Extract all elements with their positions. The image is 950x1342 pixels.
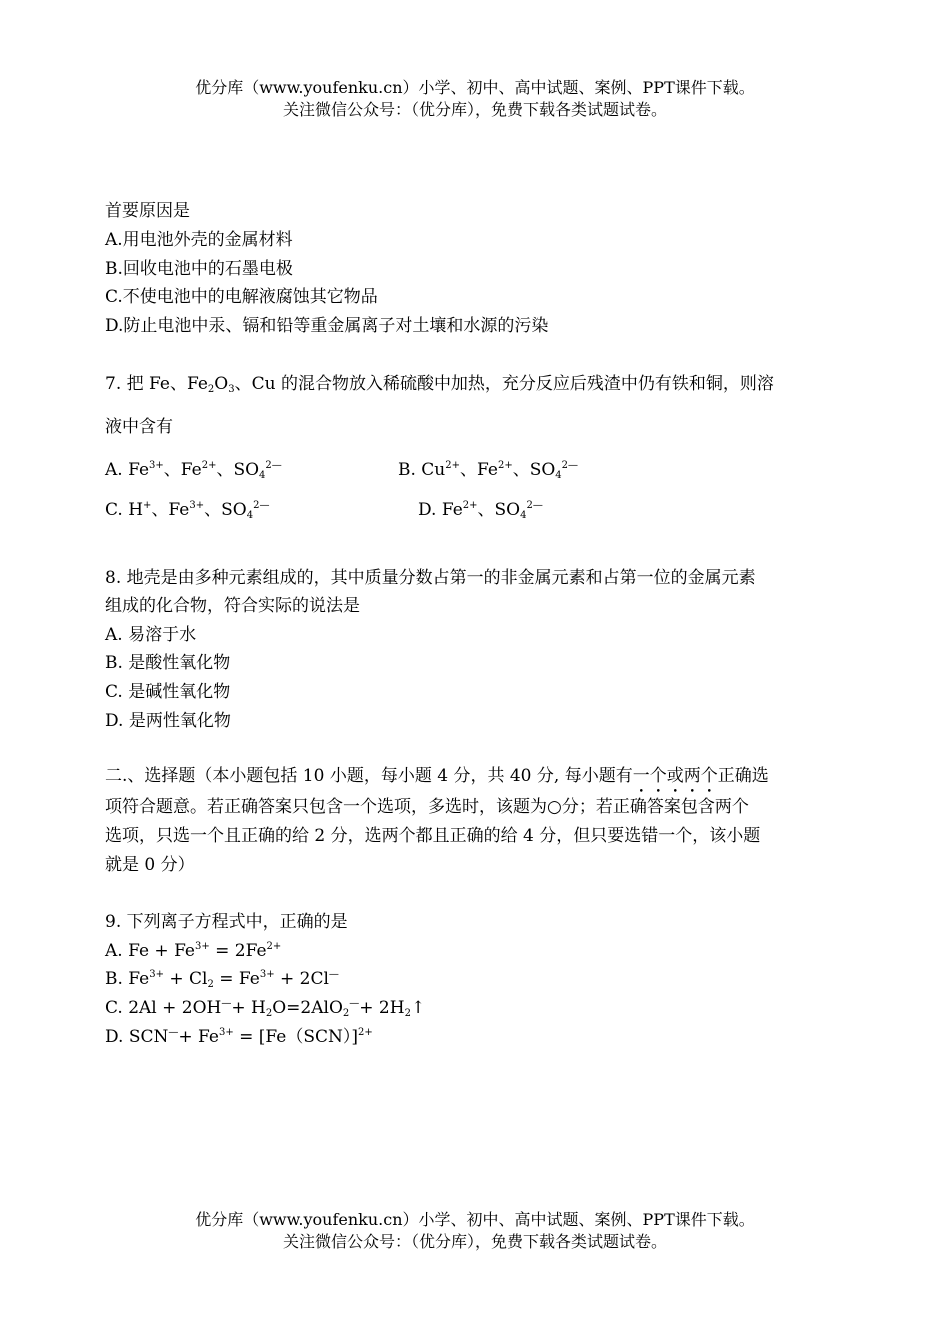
q6-option-d: D.防止电池中汞、镉和铅等重金属离子对土壤和水源的污染: [105, 316, 549, 336]
page-footer: [0, 1209, 950, 1253]
section2-line-2: 项符合题意。若正确答案只包含一个选项，多选时，该题为○分；若正确答案包含两个: [105, 797, 749, 817]
q6-option-a: A.用电池外壳的金属材料: [105, 230, 293, 250]
q7-option-d: D. $Fe^{2+}$、$SO_4^{2—}$: [418, 500, 543, 521]
q8-option-a: A. 易溶于水: [105, 625, 197, 645]
section2-line-3: 选项，只选一个且正确的给 2 分，选两个都且正确的给 4 分，但只要选错一个，该小题: [105, 826, 761, 846]
q7-option-a: A. $Fe^{3+}$、$Fe^{2+}$、$SO_4^{2—}$: [105, 460, 282, 481]
q6-stem-tail: 首要原因是: [105, 201, 190, 221]
section2-line-4: 就是 0 分）: [105, 855, 195, 875]
page-header: [0, 77, 950, 121]
q9-option-b: B. $Fe^{3+} + Cl_2 = Fe^{3+} + 2Cl^—$: [105, 969, 339, 990]
q8-option-c: C. 是碱性氧化物: [105, 682, 231, 702]
q8-option-d: D. 是两性氧化物: [105, 711, 231, 731]
q9-stem: 9. 下列离子方程式中，正确的是: [105, 912, 348, 932]
section2-line-1: 二.、选择题（本小题包括 10 小题，每小题 4 分，共 40 分, 每小题有一个或两个正确选: [105, 766, 769, 786]
q8-option-b: B. 是酸性氧化物: [105, 653, 231, 673]
q6-option-b: B.回收电池中的石墨电极: [105, 259, 293, 279]
q9-option-a: A. $Fe + Fe^{3+} = 2Fe^{2+}$: [105, 941, 282, 961]
q7-option-b: B. $Cu^{2+}$、$Fe^{2+}$、$SO_4^{2—}$: [398, 460, 579, 481]
q9-option-d: D. $SCN^—+ Fe^{3+} = [Fe(SCN)]^{2+}$: [105, 1027, 373, 1047]
q7-stem-line-2: 液中含有: [105, 417, 173, 437]
q9-option-c: C. $2Al + 2OH^—+ H_2O=2AlO_2^—+$ $2H_2↑$: [105, 998, 426, 1019]
q8-stem-line-1: 8. 地壳是由多种元素组成的，其中质量分数占第一的非金属元素和占第一位的金属元素: [105, 568, 756, 588]
q6-option-c: C.不使电池中的电解液腐蚀其它物品: [105, 287, 378, 307]
q7-option-c: C. H+、$Fe^{3+}$、$SO_4^{2—}$: [105, 500, 270, 521]
q8-stem-line-2: 组成的化合物，符合实际的说法是: [105, 596, 360, 616]
footer-line-1: 优分库（www.youfenku.cn）小学、初中、高中试题、案例、PPT课件下载。: [195, 1210, 755, 1229]
q7-stem-line-1: 7. 把 Fe、$Fe_2O_3$、Cu 的混合物放入稀硫酸中加热，充分反应后残渣中仍有铁和铜，则溶: [105, 374, 774, 395]
footer-line-2: 关注微信公众号：（优分库），免费下载各类试题试卷。: [282, 1232, 667, 1251]
header-line-1: 优分库（www.youfenku.cn）小学、初中、高中试题、案例、PPT课件下载。: [195, 78, 755, 97]
header-line-2: 关注微信公众号：（优分库），免费下载各类试题试卷。: [282, 100, 667, 119]
